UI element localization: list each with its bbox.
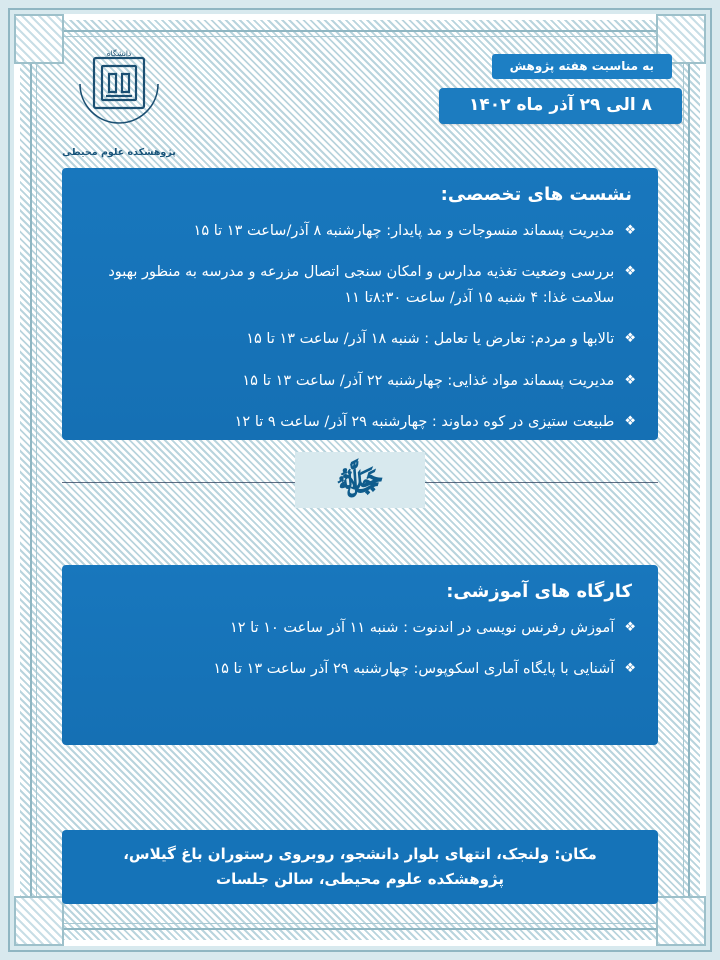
specialized-sessions-list [84, 219, 636, 435]
workshop-text: آموزش رفرنس نویسی در اندنوت : شنبه ۱۱ آذر ساعت ۱۰ تا ۱۲ [229, 620, 615, 636]
svg-text:دانشگاه: دانشگاه [106, 49, 132, 58]
date-banner: ۸ الی ۲۹ آذر ماه ۱۴۰۲ [439, 88, 682, 124]
diamond-bullet-icon: ❖ [624, 413, 636, 429]
workshops-title: کارگاه های آموزشی: [446, 581, 632, 602]
corner-ornament-bottom-right [656, 896, 706, 946]
specialized-sessions-panel [62, 168, 658, 440]
workshops-list [84, 616, 636, 683]
occasion-badge: به مناسبت هفته پژوهش [492, 54, 672, 79]
logo-caption: پژوهشکده علوم محیطی [62, 147, 176, 158]
calligraphy-ornament [295, 452, 425, 508]
location-bar [62, 830, 658, 904]
section-divider [62, 452, 658, 512]
list-item [84, 369, 636, 394]
list-item [84, 219, 636, 244]
university-logo-icon [54, 44, 184, 154]
list-item [84, 327, 636, 352]
list-item [84, 616, 636, 641]
session-text: بررسی وضعیت تغذیه مدارس و امکان سنجی اتصال مزرعه و مدرسه به منظور بهبود سلامت غذا: ۴ شنبه ۱۵ آذر/ ساعت ۸:۳۰تا ۱۱ [108, 264, 615, 306]
session-text: طبیعت ستیزی در کوه دماوند : چهارشنبه ۲۹ آذر/ ساعت ۹ تا ۱۲ [234, 413, 615, 430]
list-item [84, 410, 636, 435]
diamond-bullet-icon: ❖ [624, 264, 636, 280]
location-text: مکان: ولنجک، انتهای بلوار دانشجو، روبروی رستوران باغ گیلاس، پژوهشکده علوم محیطی، سالن جلسات [123, 844, 597, 888]
university-logo [54, 44, 184, 162]
session-text: مدیریت پسماند منسوجات و مد پایدار: چهارشنبه ۸ آذر/ساعت ۱۳ تا ۱۵ [193, 223, 615, 239]
poster-header [44, 44, 676, 158]
workshop-text: آشنایی با پایگاه آماری اسکوپوس: چهارشنبه ۲۹ آذر ساعت ۱۳ تا ۱۵ [213, 661, 615, 678]
session-text: تالابها و مردم: تعارض یا تعامل : شنبه ۱۸ آذر/ ساعت ۱۳ تا ۱۵ [246, 331, 615, 348]
diamond-bullet-icon: ❖ [624, 620, 636, 635]
diamond-bullet-icon: ❖ [624, 661, 636, 677]
list-item [84, 657, 636, 682]
corner-ornament-bottom-left [14, 896, 64, 946]
diamond-bullet-icon: ❖ [624, 372, 636, 388]
specialized-sessions-title: نشست های تخصصی: [440, 184, 632, 205]
calligraphy-glyph-icon: ﷻ [335, 454, 385, 505]
session-text: مدیریت پسماند مواد غذایی: چهارشنبه ۲۲ آذر/ ساعت ۱۳ تا ۱۵ [242, 372, 615, 389]
list-item [84, 260, 636, 311]
diamond-bullet-icon: ❖ [624, 331, 636, 347]
diamond-bullet-icon: ❖ [624, 223, 636, 238]
workshops-panel [62, 565, 658, 745]
